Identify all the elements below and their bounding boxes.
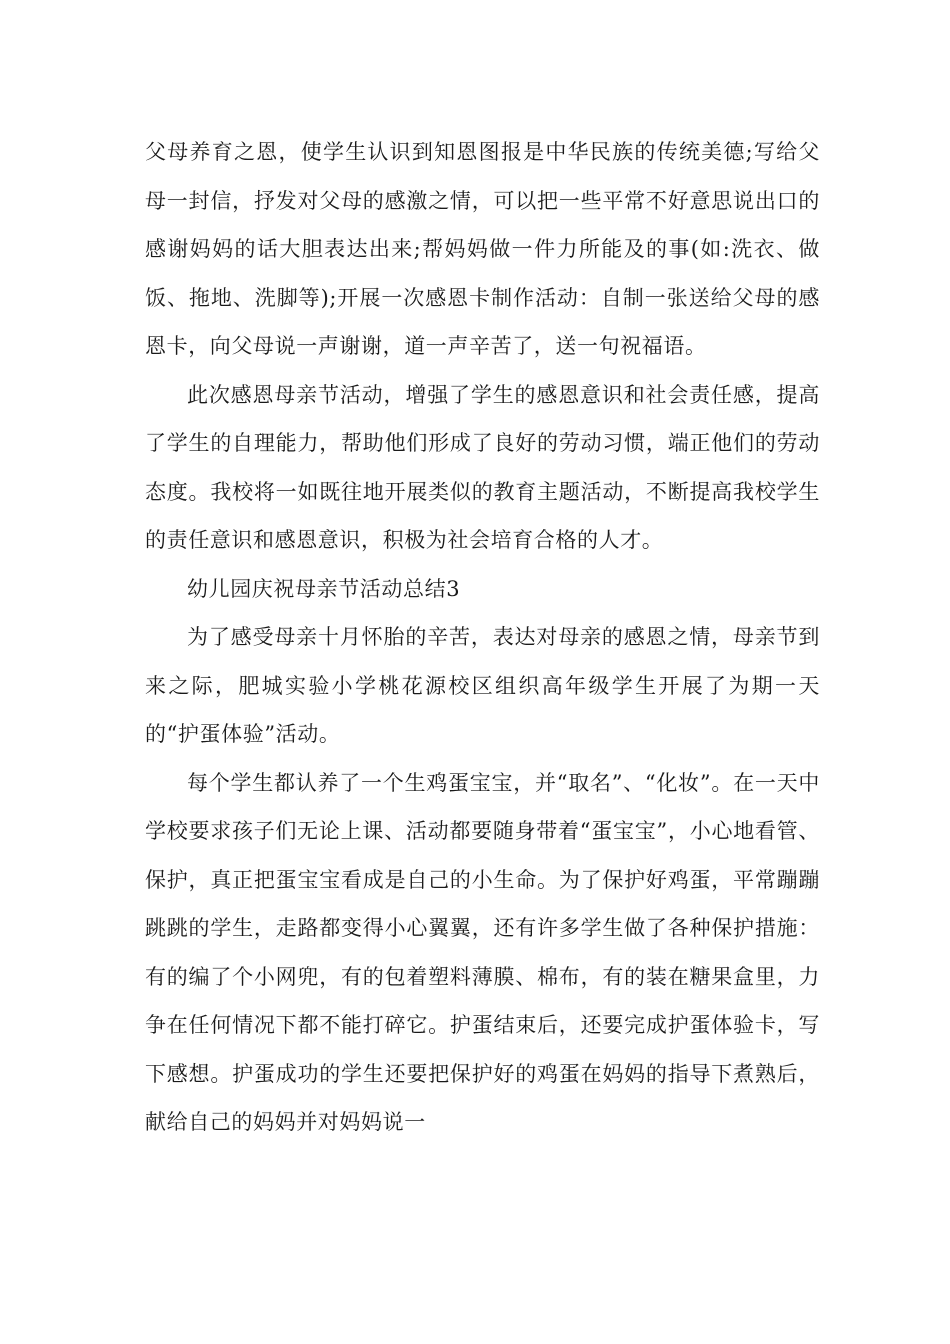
section-title: 幼儿园庆祝母亲节活动总结3 [187, 576, 461, 601]
document-body [145, 128, 820, 1147]
paragraph-egg-experience-intro: 为了感受母亲十月怀胎的辛苦，表达对母亲的感恩之情，母亲节到来之际，肥城实验小学桃花源校区组织高年级学生开展了为期一天的“护蛋体验”活动。 [145, 625, 820, 746]
paragraph-gratitude-activities: 父母养育之恩，使学生认识到知恩图报是中华民族的传统美德;写给父母一封信，抒发对父母的感激之情，可以把一些平常不好意思说出口的感谢妈妈的话大胆表达出来;帮妈妈做一件力所能及的事(如:洗衣、做饭、拖地、洗脚等);开展一次感恩卡制作活动：自制一张送给父母的感恩卡，向父母说一声谢谢，道一声辛苦了，送一句祝福语。 [145, 140, 820, 358]
paragraph-activity-summary: 此次感恩母亲节活动，增强了学生的感恩意识和社会责任感，提高了学生的自理能力，帮助他们形成了良好的劳动习惯，端正他们的劳动态度。我校将一如既往地开展类似的教育主题活动，不断提高我校学生的责任意识和感恩意识，积极为社会培育合格的人才。 [145, 382, 820, 552]
paragraph-egg-experience-detail: 每个学生都认养了一个生鸡蛋宝宝，并“取名”、“化妆”。在一天中学校要求孩子们无论上课、活动都要随身带着“蛋宝宝”，小心地看管、保护，真正把蛋宝宝看成是自己的小生命。为了保护好鸡蛋，平常蹦蹦跳跳的学生，走路都变得小心翼翼，还有许多学生做了各种保护措施：有的编了个小网兜，有的包着塑料薄膜、棉布，有的装在糖果盒里，力争在任何情况下都不能打碎它。护蛋结束后，还要完成护蛋体验卡，写下感想。护蛋成功的学生还要把保护好的鸡蛋在妈妈的指导下煮熟后，献给自己的妈妈并对妈妈说一 [145, 770, 820, 1134]
